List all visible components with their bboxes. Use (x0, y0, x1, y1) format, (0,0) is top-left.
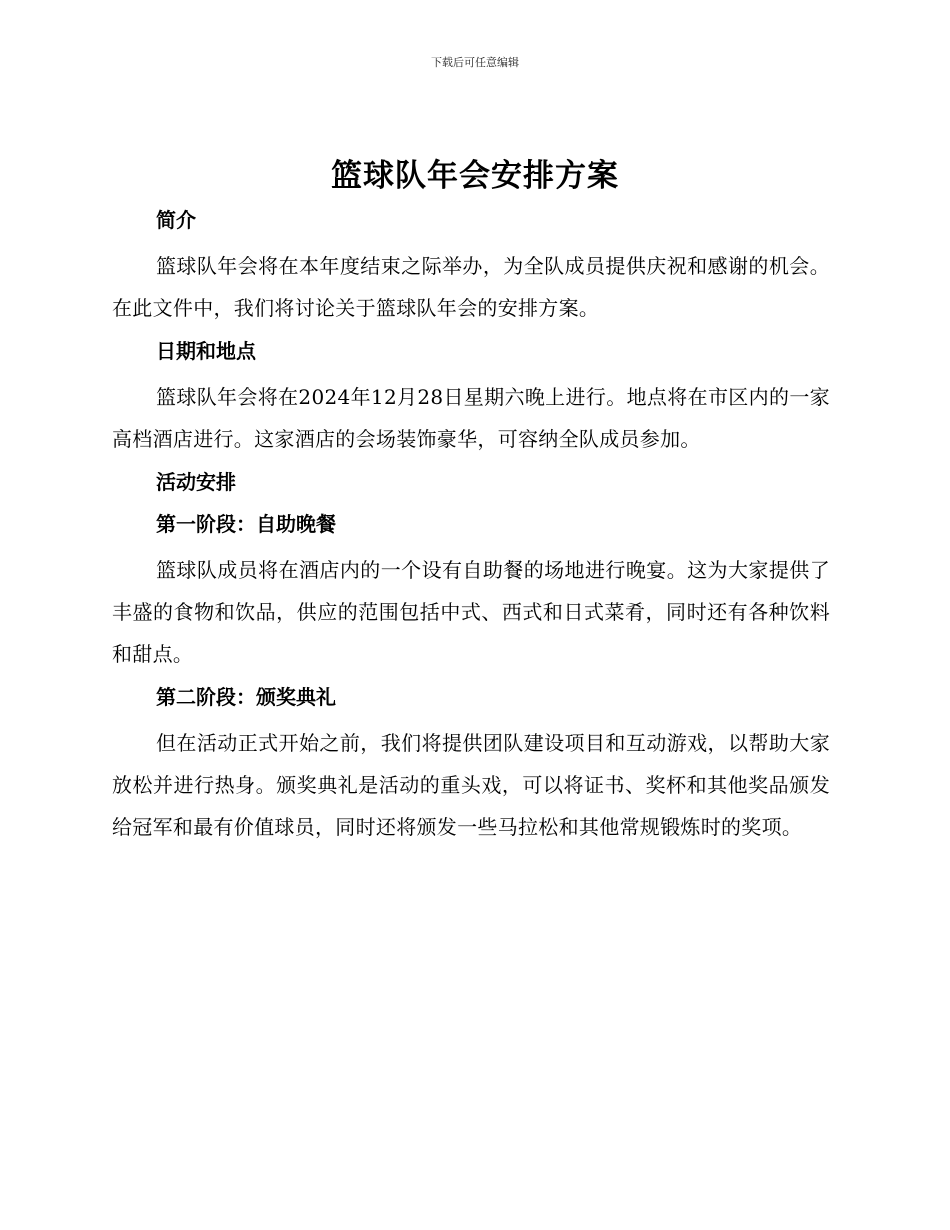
page-header: 下载后可任意编辑 (431, 56, 519, 69)
section-heading-intro: 简介 (156, 208, 196, 232)
section-heading-activities: 活动安排 (156, 470, 236, 494)
section-heading-date-location: 日期和地点 (156, 339, 256, 363)
subsection-heading-stage-2: 第二阶段：颁奖典礼 (156, 685, 336, 709)
document-title: 篮球队年会安排方案 (331, 158, 619, 194)
paragraph-date-location: 篮球队年会将在2024年12月28日星期六晚上进行。地点将在市区内的一家高档酒店进行。这家酒店的会场装饰豪华，可容纳全队成员参加。 (112, 385, 830, 451)
paragraph-stage-1: 篮球队成员将在酒店内的一个设有自助餐的场地进行晚宴。这为大家提供了丰盛的食物和饮品，供应的范围包括中式、西式和日式菜肴，同时还有各种饮料和甜点。 (112, 558, 830, 666)
document-body (112, 203, 830, 853)
subsection-heading-stage-1: 第一阶段：自助晚餐 (156, 512, 336, 536)
paragraph-stage-2: 但在活动正式开始之前，我们将提供团队建设项目和互动游戏，以帮助大家放松并进行热身。颁奖典礼是活动的重头戏，可以将证书、奖杯和其他奖品颁发给冠军和最有价值球员，同时还将颁发一些马拉松和其他常规锻炼时的奖项。 (112, 731, 830, 839)
paragraph-intro: 篮球队年会将在本年度结束之际举办，为全队成员提供庆祝和感谢的机会。在此文件中，我们将讨论关于篮球队年会的安排方案。 (112, 254, 830, 320)
